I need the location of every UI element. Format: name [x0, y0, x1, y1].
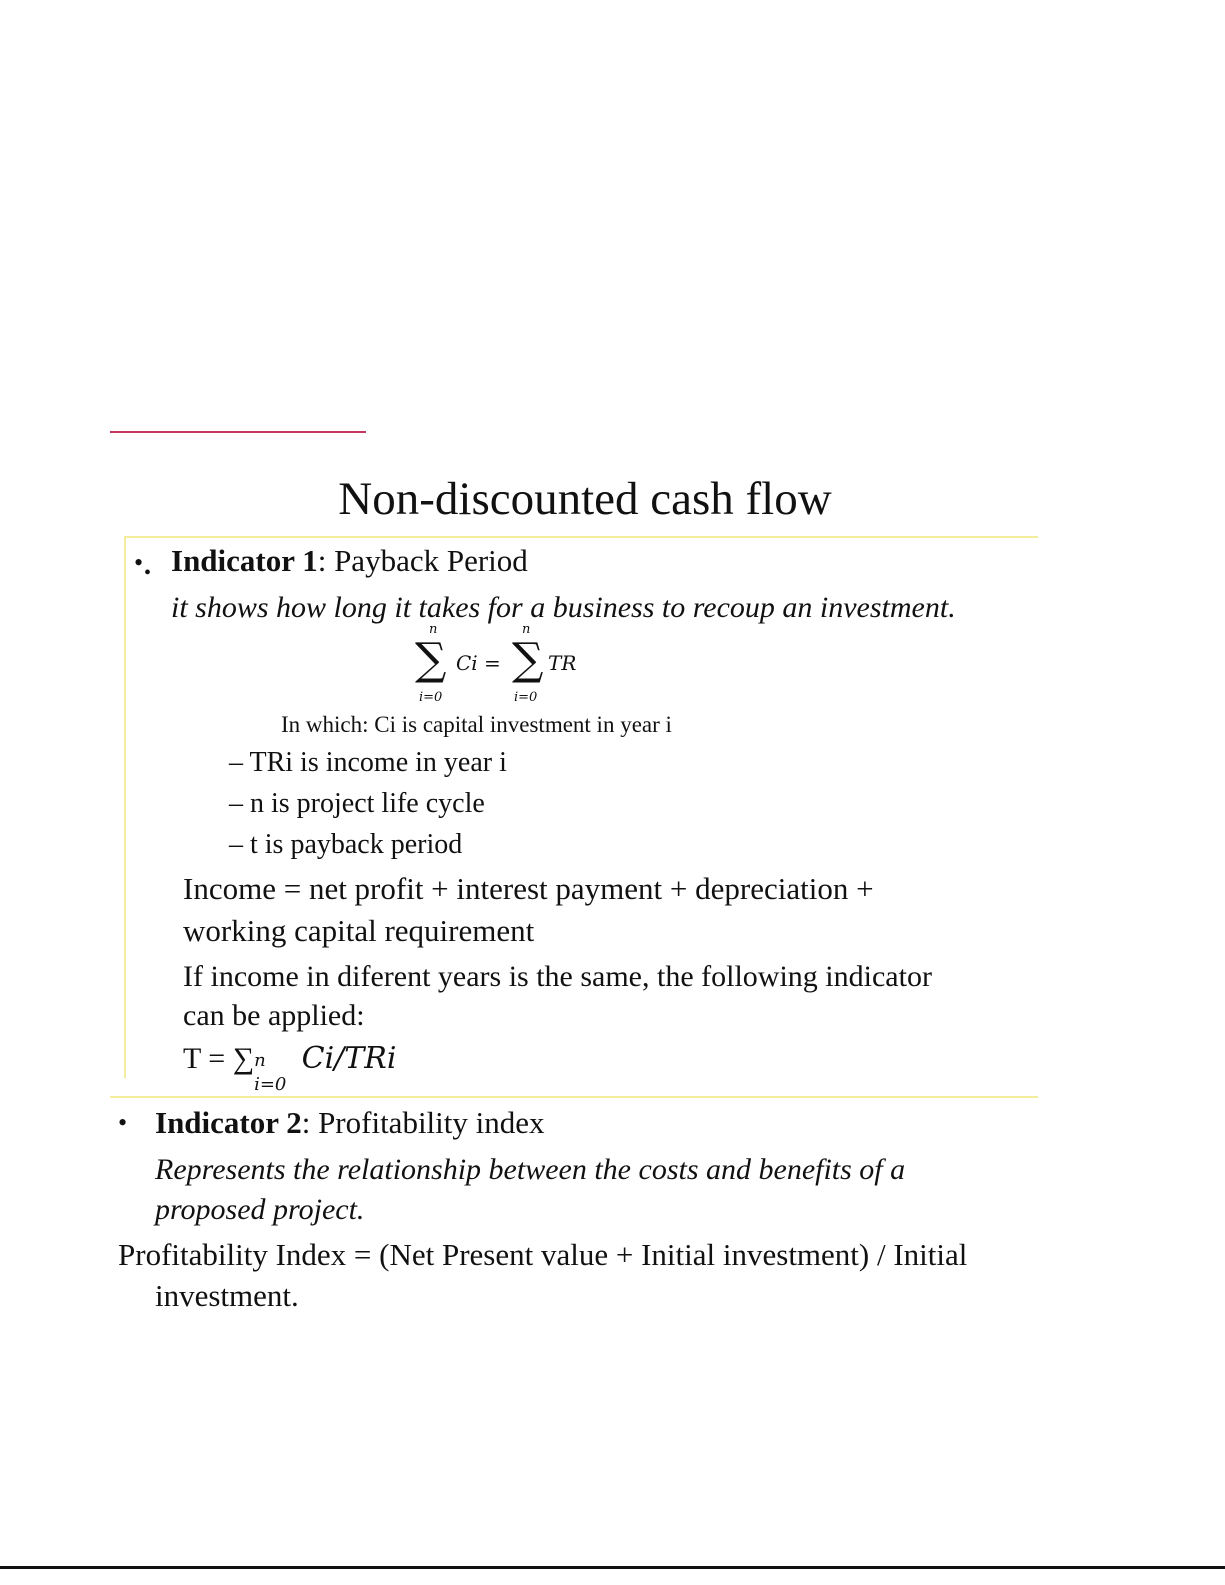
income-line-2: working capital requirement [183, 913, 535, 948]
formula-lower-left: i=0 [419, 690, 443, 705]
indicator2-heading [155, 1105, 545, 1141]
indicator1-name: : Payback Period [317, 543, 528, 578]
bullet-icon: • [134, 548, 144, 577]
indicator1-heading [171, 543, 528, 579]
definition-item: – t is payback period [229, 829, 463, 860]
formula-upper-right: n [522, 622, 531, 637]
page-title: Non-discounted cash flow [338, 473, 832, 525]
box-bottom-border [110, 1096, 1038, 1098]
definition-item: – n is project life cycle [229, 788, 485, 819]
formula-upper-left: n [429, 622, 438, 637]
formula-lower-right: i=0 [514, 690, 538, 705]
same-income-line-1: If income in diferent years is the same, the following indicator [183, 960, 932, 993]
formula-left-term: Ci = [456, 651, 501, 675]
indicator1-description: it shows how long it takes for a business to recoup an investment. [171, 591, 956, 624]
indicator2-description-2: proposed project. [155, 1193, 365, 1226]
t-formula-prefix: T = ∑ [183, 1042, 255, 1075]
accent-rule [110, 431, 366, 433]
income-line-1: Income = net profit + interest payment + depreciation + [183, 871, 874, 906]
bullet-icon: • [118, 1108, 128, 1137]
formula-right-term: TR [548, 651, 577, 675]
same-income-line-2: can be applied: [183, 999, 365, 1032]
indicator2-description-1: Represents the relationship between the costs and benefits of a [155, 1153, 906, 1186]
bullet-icon: • [144, 562, 152, 584]
t-formula [183, 1041, 397, 1095]
t-formula-rest: Ci/TRi [292, 1041, 397, 1076]
indicator2-label: Indicator 2 [155, 1105, 302, 1140]
page-bottom-rule [0, 1566, 1225, 1569]
definition-item: – TRi is income in year i [229, 747, 507, 778]
indicator2-name: : Profitability index [301, 1105, 545, 1140]
sigma-icon: ∑ [415, 634, 447, 685]
t-formula-sub: i=0 [254, 1074, 287, 1095]
profitability-formula-2: investment. [155, 1278, 299, 1313]
box-left-border [124, 536, 126, 1078]
box-top-border [124, 536, 1038, 538]
in-which-line: In which: Ci is capital investment in year i [281, 712, 672, 737]
indicator1-label: Indicator 1 [171, 543, 318, 578]
sigma-icon: ∑ [512, 634, 544, 685]
profitability-formula-1: Profitability Index = (Net Present value + Initial investment) / Initial [118, 1237, 968, 1272]
t-formula-sup: n [254, 1050, 266, 1071]
